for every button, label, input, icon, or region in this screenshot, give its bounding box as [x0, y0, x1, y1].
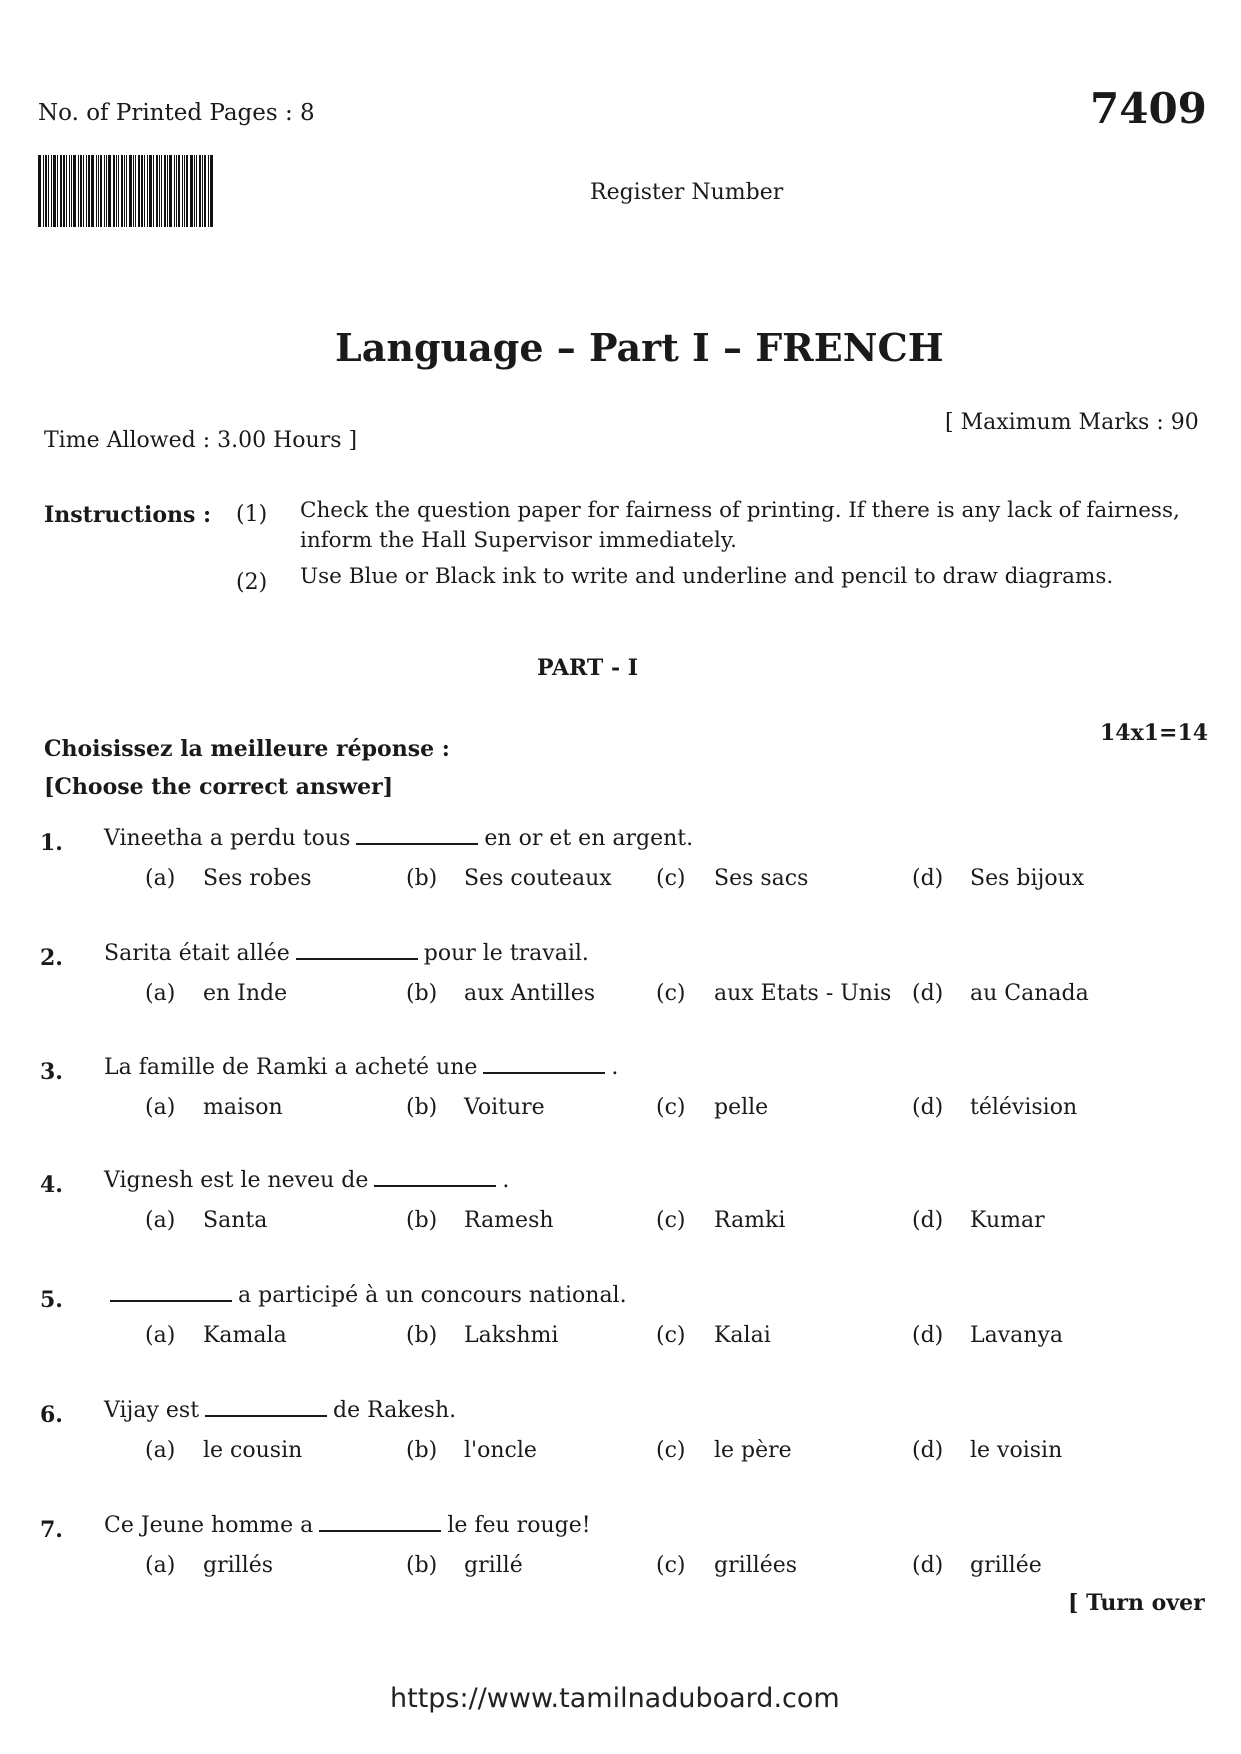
question-stem	[104, 1168, 509, 1193]
question-number: 6.	[40, 1402, 63, 1428]
answer-option	[656, 1438, 792, 1463]
stem-text-before: Vijay est	[104, 1398, 200, 1423]
option-label: (b)	[406, 866, 438, 891]
answer-option	[656, 1095, 768, 1120]
option-label: (c)	[656, 1553, 686, 1578]
question-stem	[104, 826, 693, 851]
answer-option	[145, 1438, 302, 1463]
option-label: (c)	[656, 1323, 686, 1348]
option-label: (a)	[145, 1323, 176, 1348]
answer-blank	[319, 1529, 441, 1532]
option-text: Ses sacs	[714, 866, 809, 891]
option-text: Ramki	[714, 1208, 786, 1233]
instruction-number: (1)	[236, 502, 268, 527]
answer-blank	[356, 842, 478, 845]
answer-option	[406, 1208, 554, 1233]
answer-option	[145, 1208, 267, 1233]
part-marks: 14x1=14	[1100, 720, 1209, 746]
option-text: Lavanya	[970, 1323, 1063, 1348]
question-number: 2.	[40, 945, 63, 971]
option-text: le père	[714, 1438, 792, 1463]
option-text: Lakshmi	[464, 1323, 559, 1348]
option-text: le voisin	[970, 1438, 1063, 1463]
answer-blank	[110, 1299, 232, 1302]
option-text: grillés	[203, 1553, 274, 1578]
option-text: Kalai	[714, 1323, 771, 1348]
instruction-text: inform the Hall Supervisor immediately.	[300, 528, 737, 553]
option-label: (a)	[145, 1553, 176, 1578]
stem-text-after: de Rakesh.	[333, 1398, 457, 1423]
answer-option	[145, 1553, 273, 1578]
stem-text-after: pour le travail.	[423, 941, 589, 966]
option-label: (c)	[656, 1095, 686, 1120]
answer-option	[406, 866, 612, 891]
instruction-prompt-english: [Choose the correct answer]	[44, 774, 394, 800]
option-text: pelle	[714, 1095, 769, 1120]
stem-text-after: a participé à un concours national.	[238, 1283, 627, 1308]
stem-text-after: .	[611, 1055, 619, 1080]
option-text: télévision	[970, 1095, 1078, 1120]
answer-option	[656, 866, 808, 891]
stem-text-before: Vignesh est le neveu de	[104, 1168, 369, 1193]
option-label: (b)	[406, 1095, 438, 1120]
option-text: le cousin	[203, 1438, 303, 1463]
instruction-prompt-french: Choisissez la meilleure réponse :	[44, 736, 450, 762]
option-text: Kamala	[203, 1323, 287, 1348]
stem-text-before: La famille de Ramki a acheté une	[104, 1055, 478, 1080]
option-text: Kumar	[970, 1208, 1045, 1233]
answer-option	[912, 1095, 1077, 1120]
answer-option	[912, 981, 1089, 1006]
option-label: (a)	[145, 1208, 176, 1233]
option-text: Ses bijoux	[970, 866, 1085, 891]
option-label: (a)	[145, 866, 176, 891]
option-text: grillé	[464, 1553, 523, 1578]
question-stem	[104, 1513, 591, 1538]
answer-option	[656, 1208, 785, 1233]
answer-option	[145, 866, 312, 891]
answer-option	[406, 1438, 537, 1463]
answer-option	[145, 1095, 283, 1120]
option-text: Ses robes	[203, 866, 312, 891]
question-number: 3.	[40, 1059, 63, 1085]
question-stem	[104, 1055, 618, 1080]
answer-option	[912, 1438, 1062, 1463]
answer-blank	[296, 957, 418, 960]
option-text: en Inde	[203, 981, 288, 1006]
register-number-label: Register Number	[590, 180, 784, 205]
answer-blank	[483, 1071, 605, 1074]
printed-pages-count: No. of Printed Pages : 8	[38, 100, 315, 126]
option-label: (d)	[912, 1095, 944, 1120]
instruction-text: Check the question paper for fairness of printing. If there is any lack of fairness,	[300, 498, 1180, 523]
question-number: 5.	[40, 1287, 63, 1313]
stem-text-before: Vineetha a perdu tous	[104, 826, 351, 851]
answer-option	[656, 981, 891, 1006]
answer-option	[406, 1553, 523, 1578]
option-label: (d)	[912, 1208, 944, 1233]
answer-option	[145, 981, 287, 1006]
part-heading: PART - I	[537, 655, 639, 681]
instructions-label: Instructions :	[44, 502, 212, 528]
instruction-number: (2)	[236, 570, 268, 595]
question-stem	[104, 1283, 627, 1308]
answer-blank	[205, 1414, 327, 1417]
answer-blank	[374, 1184, 496, 1187]
answer-option	[656, 1323, 771, 1348]
option-label: (d)	[912, 1553, 944, 1578]
option-label: (b)	[406, 981, 438, 1006]
answer-option	[912, 1208, 1045, 1233]
option-label: (d)	[912, 1438, 944, 1463]
answer-option	[656, 1553, 797, 1578]
option-label: (a)	[145, 1438, 176, 1463]
question-stem	[104, 941, 589, 966]
option-label: (b)	[406, 1208, 438, 1233]
maximum-marks: [ Maximum Marks : 90	[945, 410, 1199, 435]
option-label: (c)	[656, 866, 686, 891]
option-label: (c)	[656, 981, 686, 1006]
option-label: (b)	[406, 1323, 438, 1348]
answer-option	[912, 866, 1084, 891]
option-label: (b)	[406, 1438, 438, 1463]
answer-option	[912, 1553, 1042, 1578]
option-label: (a)	[145, 981, 176, 1006]
time-allowed: Time Allowed : 3.00 Hours ]	[44, 428, 358, 453]
answer-option	[145, 1323, 287, 1348]
option-text: aux Antilles	[464, 981, 596, 1006]
instruction-text: Use Blue or Black ink to write and underline and pencil to draw diagrams.	[300, 564, 1114, 589]
option-label: (c)	[656, 1438, 686, 1463]
option-text: Ses couteaux	[464, 866, 612, 891]
footer-url: https://www.tamilnaduboard.com	[390, 1683, 840, 1714]
option-label: (d)	[912, 1323, 944, 1348]
stem-text-after: le feu rouge!	[447, 1513, 591, 1538]
question-stem	[104, 1398, 456, 1423]
option-label: (a)	[145, 1095, 176, 1120]
stem-text-after: .	[502, 1168, 510, 1193]
answer-option	[406, 1095, 545, 1120]
option-text: aux Etats - Unis	[714, 981, 892, 1006]
option-label: (b)	[406, 1553, 438, 1578]
answer-option	[406, 981, 595, 1006]
option-text: l'oncle	[464, 1438, 537, 1463]
option-label: (d)	[912, 866, 944, 891]
option-text: grillées	[714, 1553, 798, 1578]
paper-code: 7409	[1090, 84, 1207, 133]
barcode	[38, 155, 248, 227]
option-text: Santa	[203, 1208, 268, 1233]
option-text: maison	[203, 1095, 283, 1120]
page-title: Language – Part I – FRENCH	[335, 325, 944, 370]
option-text: Ramesh	[464, 1208, 554, 1233]
answer-option	[406, 1323, 558, 1348]
option-text: grillée	[970, 1553, 1042, 1578]
option-text: au Canada	[970, 981, 1089, 1006]
stem-text-before: Sarita était allée	[104, 941, 290, 966]
question-number: 1.	[40, 830, 63, 856]
answer-option	[912, 1323, 1063, 1348]
question-number: 4.	[40, 1172, 63, 1198]
turn-over-note: [ Turn over	[1068, 1590, 1205, 1616]
option-text: Voiture	[464, 1095, 545, 1120]
option-label: (d)	[912, 981, 944, 1006]
stem-text-after: en or et en argent.	[484, 826, 694, 851]
question-number: 7.	[40, 1517, 63, 1543]
option-label: (c)	[656, 1208, 686, 1233]
stem-text-before: Ce Jeune homme a	[104, 1513, 314, 1538]
